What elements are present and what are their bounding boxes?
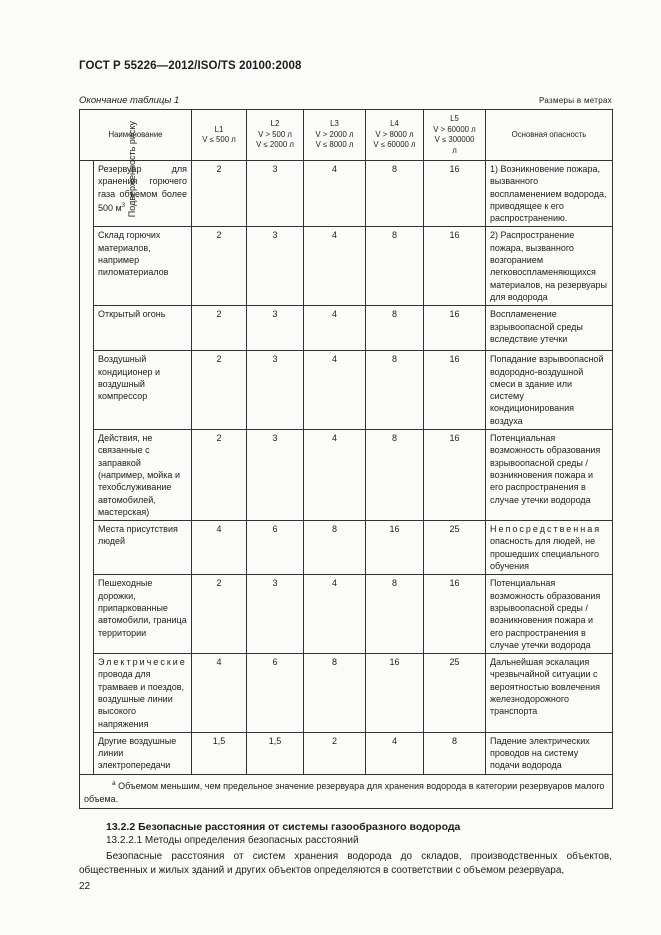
subsection-title: 13.2.2.1 Методы определения безопасных расстояний (106, 835, 359, 846)
table-row (80, 351, 613, 430)
cell-l2: 3 (247, 575, 304, 654)
row-name: Другие воздушные линии электропередачи (94, 732, 192, 774)
cell-l1: 2 (192, 227, 247, 306)
table-footnote: $^а$ Объемом меньшим, чем предельное значение резервуара для хранения водорода в категории резервуаров малого объема. (80, 774, 613, 808)
cell-l5: 16 (424, 351, 486, 430)
table-row (80, 227, 613, 306)
header-l4: L4 V > 8000 л V ≤ 60000 л (366, 110, 424, 161)
row-name: Места присутствия людей (94, 521, 192, 575)
cell-l3: 4 (304, 430, 366, 521)
cell-l4: 8 (366, 351, 424, 430)
table-caption: Окончание таблицы 1 (79, 95, 180, 106)
cell-l5: 8 (424, 732, 486, 774)
cell-l5: 25 (424, 521, 486, 575)
cell-l1: 2 (192, 430, 247, 521)
table-row (80, 732, 613, 774)
cell-l3: 4 (304, 351, 366, 430)
cell-l4: 8 (366, 306, 424, 351)
cell-l1: 2 (192, 575, 247, 654)
cell-l3: 4 (304, 306, 366, 351)
cell-l2: 3 (247, 161, 304, 227)
cell-l2: 3 (247, 227, 304, 306)
row-hazard: Потенциальная возможность образования взрывоопасной среды / возникновения пожара и его распространения в случае утечки водорода (486, 430, 613, 521)
row-hazard: Дальнейшая эскалация чрезвычайной ситуации с вероятностью вовлечения железнодорожного транспорта (486, 654, 613, 733)
cell-l3: 4 (304, 161, 366, 227)
cell-l1: 1,5 (192, 732, 247, 774)
header-hazard: Основная опасность (486, 110, 613, 161)
cell-l4: 4 (366, 732, 424, 774)
cell-l4: 8 (366, 575, 424, 654)
cell-l2: 3 (247, 306, 304, 351)
row-name: Склад горючих материалов, например пиломатериалов (94, 227, 192, 306)
cell-l5: 16 (424, 575, 486, 654)
cell-l1: 4 (192, 654, 247, 733)
cell-l3: 2 (304, 732, 366, 774)
body-paragraph: Безопасные расстояния от систем хранения водорода до складов, производственных объектов, общественных и жилых зданий и других объектов определяются в соответствии с объемом резервуара, (79, 851, 612, 876)
cell-l3: 8 (304, 654, 366, 733)
cell-l1: 2 (192, 351, 247, 430)
cell-l2: 3 (247, 430, 304, 521)
row-name: Открытый огонь (94, 306, 192, 351)
header-l5: L5 V > 60000 л V ≤ 300000 л (424, 110, 486, 161)
row-hazard: Непосредственная опасность для людей, не прошедших специального обучения (486, 521, 613, 575)
units-note: Размеры в метрах (539, 96, 612, 105)
cell-l4: 16 (366, 521, 424, 575)
cell-l5: 16 (424, 227, 486, 306)
cell-l4: 8 (366, 161, 424, 227)
row-name: Действия, не связанные с заправкой (например, мойка и техобслуживание автомобилей, мастерская) (94, 430, 192, 521)
cell-l2: 6 (247, 654, 304, 733)
section-title: 13.2.2 Безопасные расстояния от системы газообразного водорода (106, 821, 461, 833)
cell-l2: 3 (247, 351, 304, 430)
table-row (80, 306, 613, 351)
row-name: Пешеходные дорожки, припаркованные автомобили, граница территории (94, 575, 192, 654)
table-row (80, 430, 613, 521)
cell-l1: 2 (192, 306, 247, 351)
cell-l1: 4 (192, 521, 247, 575)
row-hazard: Потенциальная возможность образования взрывоопасной среды / возникновения пожара и его распространения в случае утечки водорода (486, 575, 613, 654)
row-hazard: 2) Распространение пожара, вызванного возгоранием легковоспламеняющихся материалов, на резервуары для водорода (486, 227, 613, 306)
header-l3: L3 V > 2000 л V ≤ 8000 л (304, 110, 366, 161)
table-row (80, 575, 613, 654)
row-name: Воздушный кондиционер и воздушный компрессор (94, 351, 192, 430)
row-hazard: Воспламенение взрывоопасной среды вследствие утечки (486, 306, 613, 351)
row-hazard: Попадание взрывоопасной водородно-воздушной смеси в здание или систему кондиционирования воздуха (486, 351, 613, 430)
cell-l4: 16 (366, 654, 424, 733)
standard-header: ГОСТ Р 55226—2012/ISO/TS 20100:2008 (79, 60, 302, 72)
page-number: 22 (79, 881, 91, 892)
group-label: Подверженность риску (126, 121, 137, 218)
cell-l2: 6 (247, 521, 304, 575)
row-hazard: 1) Возникновение пожара, вызванного воспламенением водорода, приводящее к его распространению. (486, 161, 613, 227)
header-l2: L2 V > 500 л V ≤ 2000 л (247, 110, 304, 161)
header-l1: L1 V ≤ 500 л (192, 110, 247, 161)
table-row (80, 654, 613, 733)
cell-l4: 8 (366, 227, 424, 306)
header-name: Наименование (80, 110, 192, 161)
row-hazard: Падение электрических проводов на систему подачи водорода (486, 732, 613, 774)
table-row (80, 521, 613, 575)
cell-l5: 16 (424, 306, 486, 351)
row-name: Резервуар для хранения горючего газа объемом более 500 $м^3$ (94, 161, 192, 227)
table-header-row (80, 110, 613, 161)
cell-l5: 16 (424, 161, 486, 227)
hazard-distance-table (79, 109, 613, 809)
footnote-mark: а (112, 779, 116, 787)
cell-l3: 4 (304, 227, 366, 306)
cell-l3: 4 (304, 575, 366, 654)
cell-l5: 16 (424, 430, 486, 521)
table-row (80, 161, 613, 227)
row-name: Электрические провода для трамваев и поездов, воздушные линии высокого напряжения (94, 654, 192, 733)
cell-l2: 1,5 (247, 732, 304, 774)
table-footnote-row (80, 774, 613, 808)
cell-l5: 25 (424, 654, 486, 733)
cell-l3: 8 (304, 521, 366, 575)
cell-l4: 8 (366, 430, 424, 521)
cell-l1: 2 (192, 161, 247, 227)
